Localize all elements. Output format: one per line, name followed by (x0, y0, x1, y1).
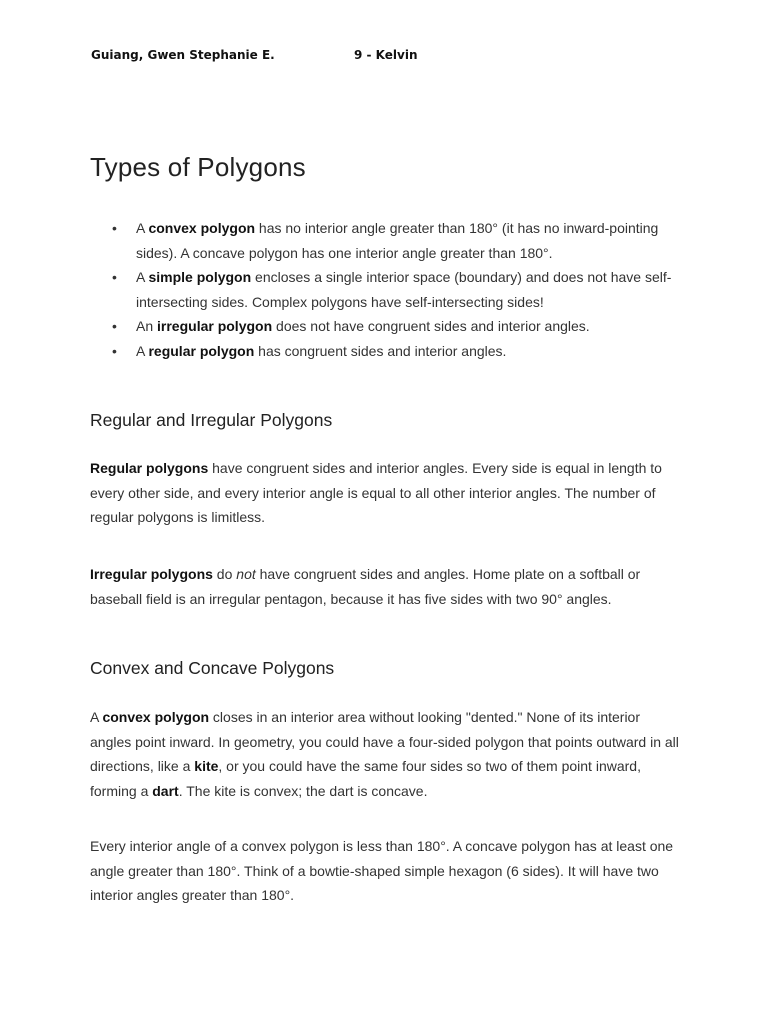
list-item-text: A (136, 220, 149, 236)
polygon-types-list (90, 216, 690, 363)
list-item-term: irregular polygon (157, 318, 273, 334)
term: Irregular polygons (90, 566, 213, 582)
paragraph-text: angle greater than 180°. Think of a bowtie-shaped simple hexagon (6 sides). It will have two (90, 862, 659, 879)
term: dart (152, 782, 179, 799)
paragraph-text: do (212, 566, 237, 582)
term: kite (194, 758, 219, 774)
paragraph-text: . The kite is convex; the dart is concave. (178, 782, 428, 799)
bullet-icon: • (112, 318, 117, 334)
list-item-term: simple polygon (148, 269, 252, 285)
paragraph-text: have congruent sides and angles. Home plate on a softball or (255, 566, 641, 582)
bullet-icon: • (112, 220, 117, 236)
list-item-text: sides). A concave polygon has one interior angle greater than 180°. (136, 244, 553, 261)
list-item (90, 314, 690, 339)
list-item-text: encloses a single interior space (boundary) and does not have self- (251, 269, 672, 285)
list-item-text: has congruent sides and interior angles. (254, 342, 507, 359)
paragraph-text: directions, like a (90, 758, 195, 774)
list-item-text: has no interior angle greater than 180° (it has no inward-pointing (255, 220, 659, 236)
paragraph-irregular-polygons (90, 562, 690, 611)
bullet-icon: • (112, 269, 117, 285)
list-item-text: A (136, 342, 149, 359)
page-title: Types of Polygons (90, 152, 306, 182)
paragraph-text: Every interior angle of a convex polygon is less than 180°. A concave polygon has at least one (90, 838, 674, 854)
paragraph-text: have congruent sides and interior angles. Every side is equal in length to (208, 460, 662, 476)
paragraph-convex-polygon (90, 705, 690, 803)
paragraph-text: closes in an interior area without looking "dented." None of its interior (209, 709, 640, 725)
paragraph-regular-polygons (90, 456, 690, 530)
list-item-term: convex polygon (148, 220, 256, 236)
paragraph-text: forming a (90, 782, 153, 799)
list-item-text: intersecting sides. Complex polygons have self-intersecting sides! (136, 293, 544, 310)
paragraph-text: angles point inward. In geometry, you could have a four-sided polygon that points outward in all (90, 733, 679, 750)
list-item-text: An (136, 318, 158, 334)
paragraph-text: regular polygons is limitless. (90, 509, 266, 525)
paragraph-text: every other side, and every interior angle is equal to all other interior angles. The number of (90, 484, 656, 501)
list-item-text: A (136, 269, 149, 285)
emphasis: not (236, 566, 256, 582)
section-heading-convex-concave: Convex and Concave Polygons (90, 658, 335, 678)
list-item (90, 339, 690, 364)
paragraph-text: interior angles greater than 180°. (90, 887, 295, 903)
paragraph-text: , or you could have the same four sides so two of them point inward, (218, 758, 641, 774)
section-heading-regular-irregular: Regular and Irregular Polygons (90, 410, 333, 430)
paragraph-text: baseball field is an irregular pentagon, because it has five sides with two 90° angles. (90, 590, 612, 607)
bullet-icon: • (112, 342, 117, 359)
list-item (90, 265, 690, 314)
paragraph-text: A (90, 709, 103, 725)
list-item-text: does not have congruent sides and interior angles. (272, 318, 590, 334)
list-item-term: regular polygon (148, 342, 255, 359)
student-name: Guiang, Gwen Stephanie E. (91, 48, 275, 62)
paragraph-interior-angles (90, 834, 690, 908)
list-item (90, 216, 690, 265)
term: Regular polygons (90, 460, 209, 476)
term: convex polygon (102, 709, 210, 725)
student-section: 9 - Kelvin (354, 48, 418, 62)
